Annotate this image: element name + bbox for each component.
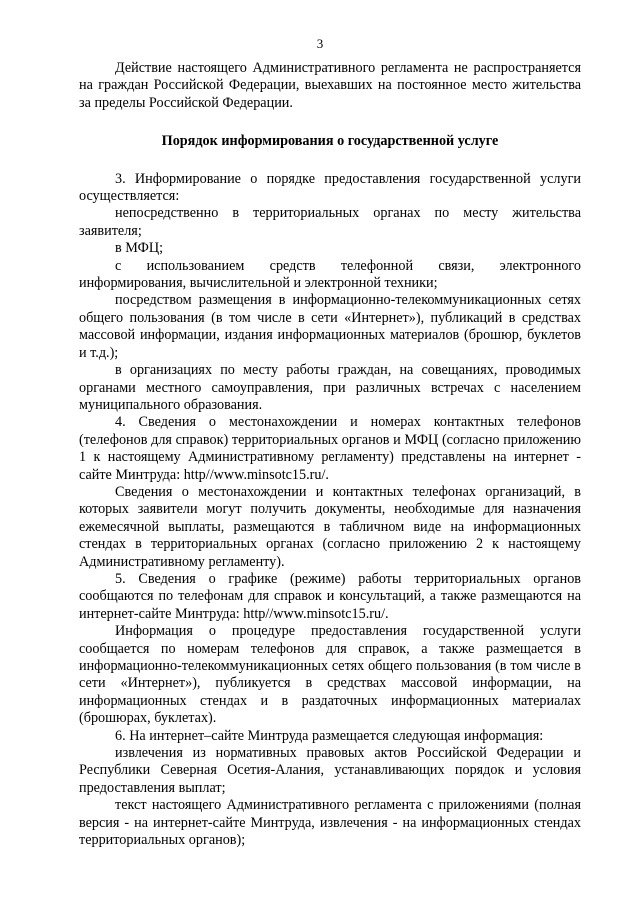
- section-heading: Порядок информирования о государственной услуге: [161, 133, 499, 150]
- paragraph: 4. Сведения о местонахождении и номерах контактных телефонов (телефонов для справок) территориальных органов и МФЦ (согласно приложению 1 к настоящему Административному регламенту) представлены на интернет - сайте Минтруда: http//www.minsotc15.ru/.: [79, 414, 581, 483]
- paragraph: текст настоящего Административного регламента с приложениями (полная версия - на интернет-сайте Минтруда, извлечения - на информационных стендах территориальных органов);: [79, 797, 581, 849]
- paragraph: непосредственно в территориальных органах по месту жительства заявителя;: [79, 205, 581, 239]
- paragraph: извлечения из нормативных правовых актов Российской Федерации и Республики Северная Осетия-Алания, устанавливающих порядок и условия предоставления выплат;: [79, 745, 581, 796]
- paragraph: посредством размещения в информационно-телекоммуникационных сетях общего пользования (в том числе в сети «Интернет»), публикаций в средствах массовой информации, издания информационных материалов (брошюр, буклетов и т.д.);: [79, 292, 581, 361]
- document-body: [79, 60, 581, 849]
- paragraph: в организациях по месту работы граждан, на совещаниях, проводимых органами местного самоуправления, при различных встречах с населением муниципального образования.: [79, 362, 581, 413]
- paragraph: в МФЦ;: [115, 240, 164, 257]
- paragraph: Информация о процедуре предоставления государственной услуги сообщается по номерам телефонов для справок, а также размещается в информационно-телекоммуникационных сетях общего пользования (в том числе в сети «Интернет»), публикуется в средствах массовой информации, на информационных стендах и в раздаточных информационных материалах (брошюрах, буклетах).: [79, 623, 581, 727]
- paragraph: 6. На интернет–сайте Минтруда размещается следующая информация:: [115, 727, 544, 744]
- paragraph: с использованием средств телефонной связи, электронного информирования, вычислительной и электронной техники;: [79, 257, 581, 292]
- paragraph: Сведения о местонахождении и контактных телефонах организаций, в которых заявители могут получить документы, необходимые для назначения ежемесячной выплаты, размещаются в табличном виде на информационных стендах в территориальных органах (согласно приложению 2 к настоящему Административному регламенту).: [79, 483, 581, 570]
- paragraph: 5. Сведения о графике (режиме) работы территориальных органов сообщаются по телефонам для справок и консультаций, а также размещаются на интернет-сайте Минтруда: http//www.minsotc15.ru/.: [79, 570, 581, 622]
- page-number: 3: [316, 36, 324, 51]
- paragraph: 3. Информирование о порядке предоставления государственной услуги осуществляется:: [79, 170, 581, 205]
- intro-paragraph: Действие настоящего Административного регламента не распространяется на граждан Российской Федерации, выехавших на постоянное место жительства за пределы Российской Федерации.: [79, 60, 581, 111]
